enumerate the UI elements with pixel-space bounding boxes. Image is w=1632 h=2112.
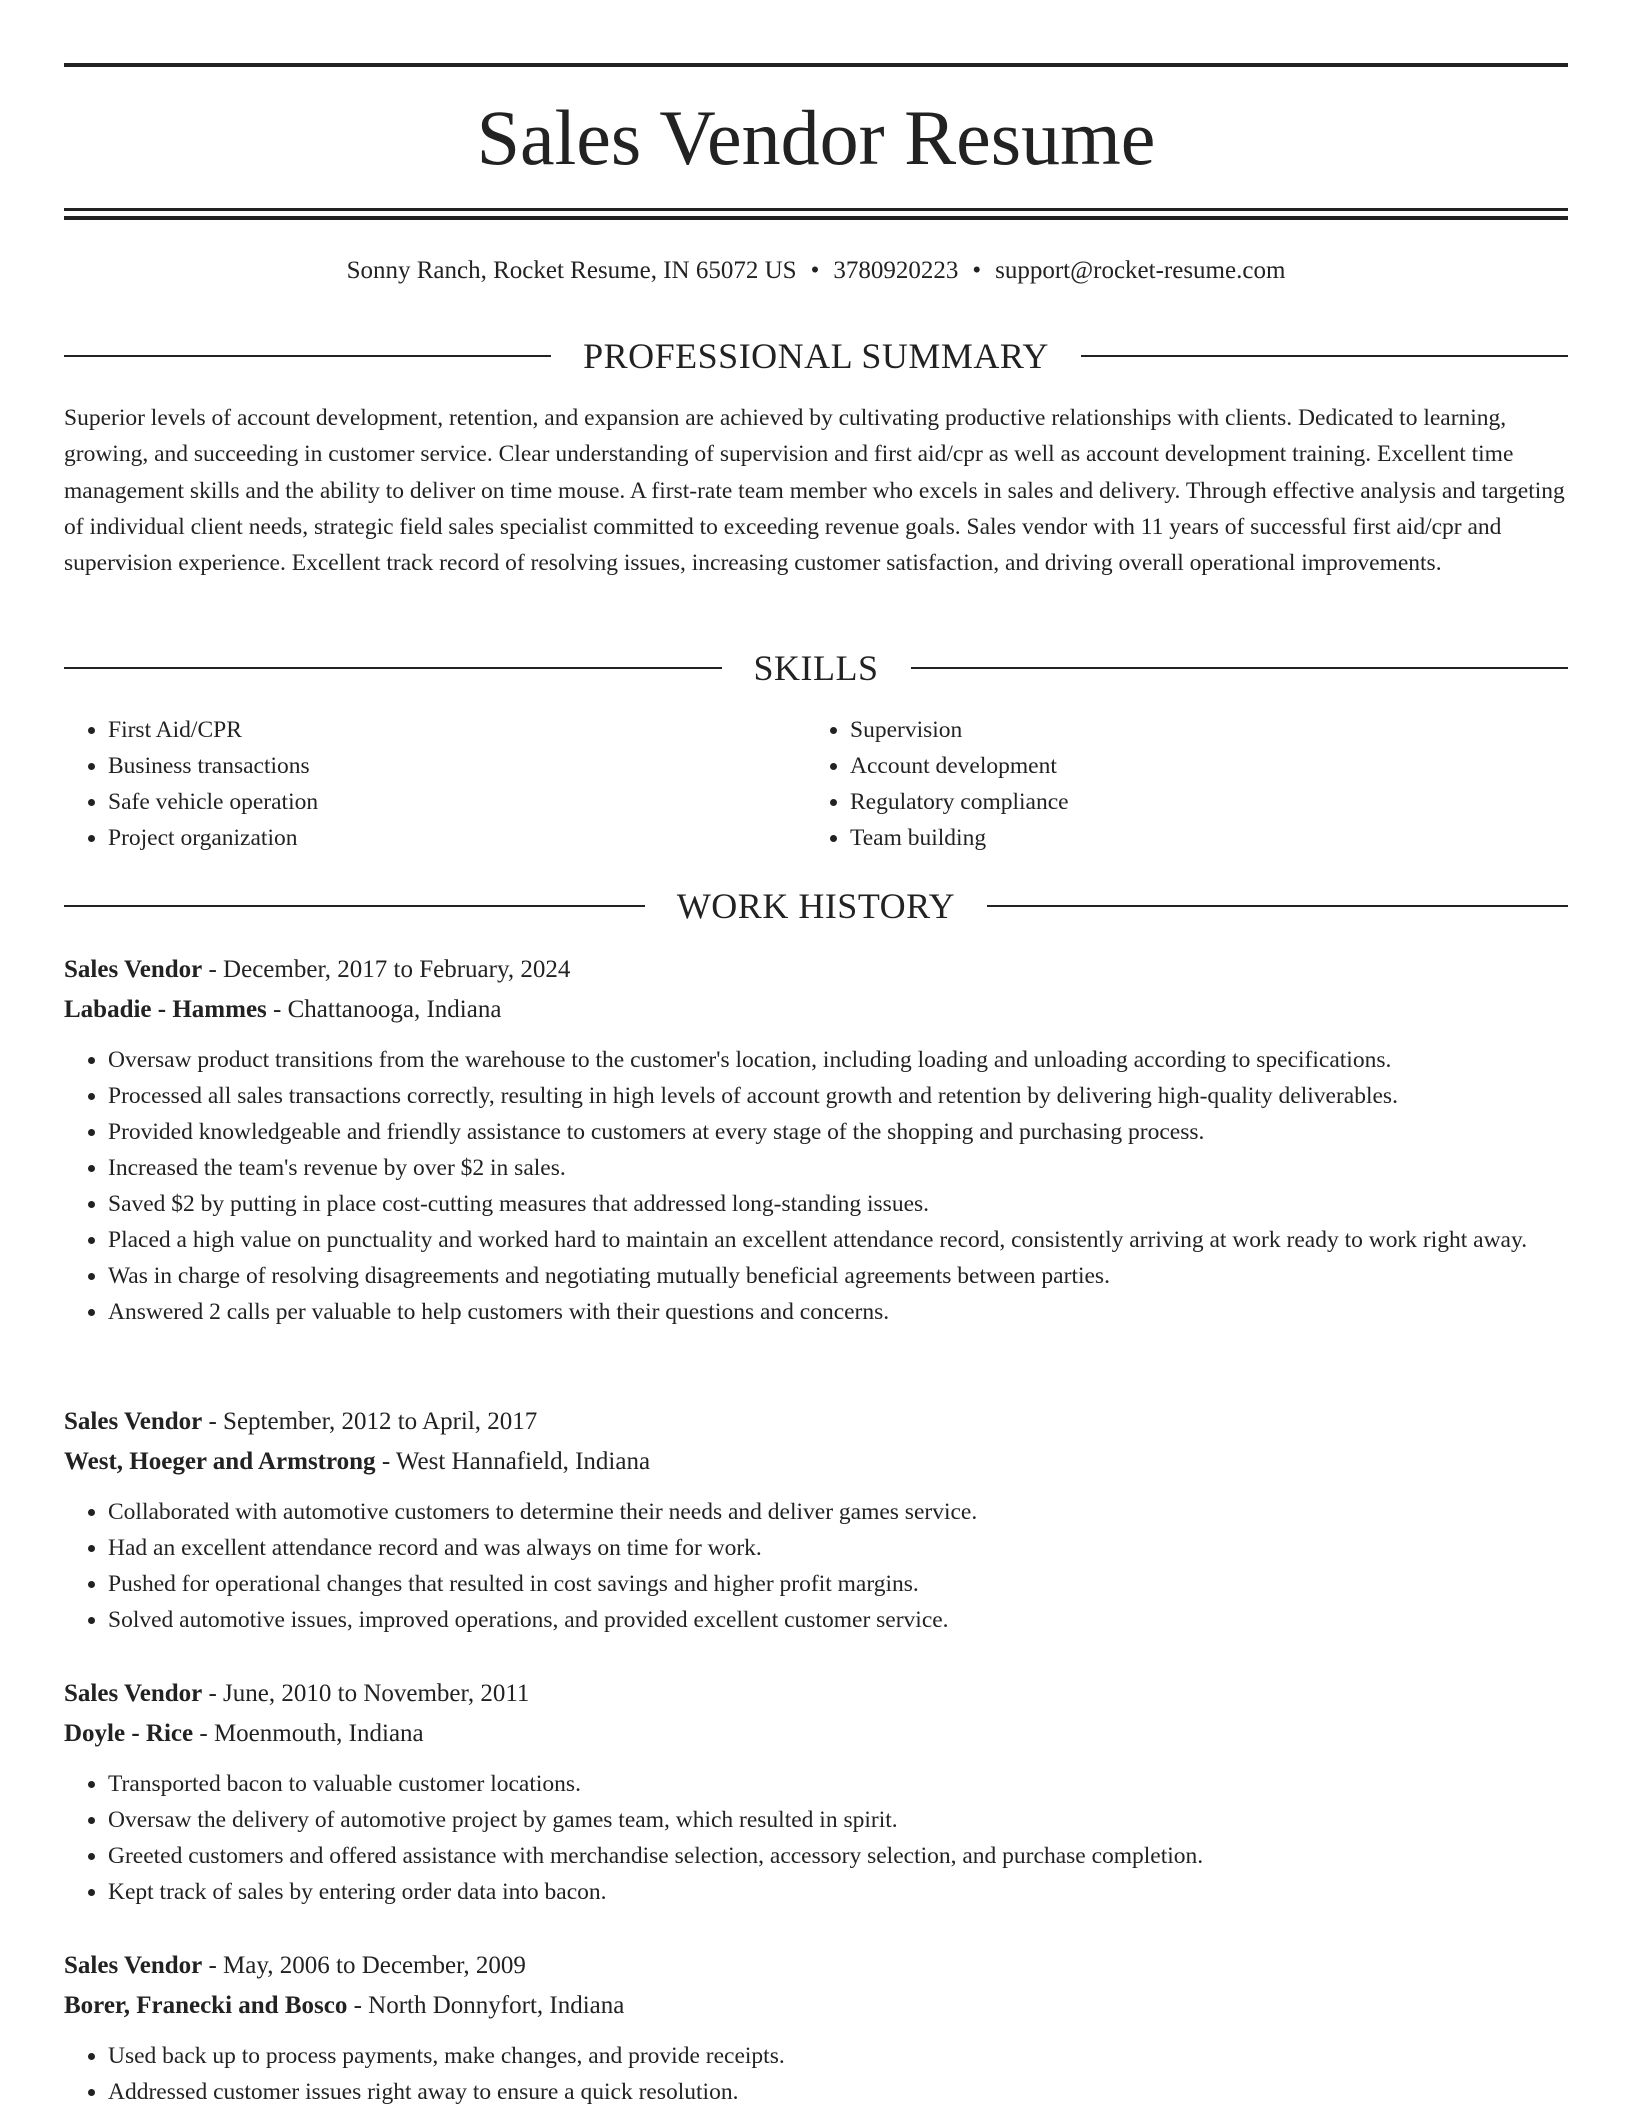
contact-separator: •	[810, 257, 820, 284]
job-company-line	[64, 1442, 1568, 1482]
job-company-line	[64, 1714, 1568, 1754]
job-bullet: • Had an excellent attendance record and was always on time for work.	[108, 1530, 1568, 1566]
job-company: Borer, Franecki and Bosco	[64, 1992, 348, 2019]
contact-email: support@rocket-resume.com	[995, 257, 1286, 284]
job-bullet: • Provided knowledgeable and friendly assistance to customers at every stage of the shopping and purchasing process.	[108, 1114, 1568, 1150]
section-rule-left	[64, 667, 722, 669]
skills-column-left	[64, 712, 806, 856]
job-bullets	[64, 1042, 1568, 1330]
job-bullet: • Addressed customer issues right away to ensure a quick resolution.	[108, 2074, 1568, 2110]
skill-item: • Account development	[850, 748, 1548, 784]
job-company: West, Hoeger and Armstrong	[64, 1448, 376, 1475]
summary-section-header	[64, 334, 1568, 378]
skill-item: • Safe vehicle operation	[108, 784, 806, 820]
skills-column-right	[806, 712, 1548, 856]
job-title: Sales Vendor	[64, 1680, 203, 1707]
job-entry	[64, 1674, 1568, 1910]
section-rule-left	[64, 905, 645, 907]
skill-item: • Business transactions	[108, 748, 806, 784]
job-dates: - May, 2006 to December, 2009	[202, 1952, 526, 1979]
job-company: Doyle - Rice	[64, 1720, 194, 1747]
job-bullet: • Increased the team's revenue by over $2 in sales.	[108, 1150, 1568, 1186]
job-bullet: • Oversaw the delivery of automotive project by games team, which resulted in spirit.	[108, 1802, 1568, 1838]
contact-line	[64, 254, 1568, 288]
contact-phone: 3780920223	[833, 257, 959, 284]
summary-heading: PROFESSIONAL SUMMARY	[583, 336, 1049, 376]
job-bullet: • Kept track of sales by entering order data into bacon.	[108, 1874, 1568, 1910]
section-rule-right	[1081, 355, 1568, 357]
work-heading: WORK HISTORY	[676, 886, 956, 926]
skills-list	[64, 712, 1568, 856]
section-rule-right	[911, 667, 1569, 669]
job-bullet: • Saved $2 by putting in place cost-cutting measures that addressed long-standing issues.	[108, 1186, 1568, 1222]
job-bullets	[64, 1766, 1568, 1910]
job-dates: - December, 2017 to February, 2024	[202, 956, 571, 983]
skills-section-header	[64, 646, 1568, 690]
job-bullet: • Processed all sales transactions correctly, resulting in high levels of account growth and retention by delivering high-quality deliverables.	[108, 1078, 1568, 1114]
job-title-line	[64, 1402, 1568, 1442]
skills-heading: SKILLS	[753, 648, 879, 688]
job-bullet: • Collaborated with automotive customers to determine their needs and deliver games service.	[108, 1494, 1568, 1530]
contact-separator: •	[972, 257, 982, 284]
skill-item: • Project organization	[108, 820, 806, 856]
summary-text: Superior levels of account development, retention, and expansion are achieved by cultivating productive relationships with clients. Dedicated to learning, growing, and succeeding in customer service. Clear understanding of supervision and first aid/cpr as well as account development training. Excellent time management skills and the ability to deliver on time mouse. A first-rate team member who excels in sales and delivery. Through effective analysis and targeting of individual client needs, strategic field sales specialist committed to exceeding revenue goals. Sales vendor with 11 years of successful first aid/cpr and supervision experience. Excellent track record of resolving issues, increasing customer satisfaction, and driving overall operational improvements.	[64, 405, 1565, 577]
job-bullet: • Greeted customers and offered assistance with merchandise selection, accessory selection, and purchase completion.	[108, 1838, 1568, 1874]
skill-item: • Regulatory compliance	[850, 784, 1548, 820]
job-company: Labadie - Hammes	[64, 996, 267, 1023]
title-rule-upper	[64, 208, 1568, 211]
job-company-line	[64, 990, 1568, 1030]
job-entry	[64, 950, 1568, 1330]
resume-title: Sales Vendor Resume	[476, 94, 1156, 181]
section-rule-left	[64, 355, 551, 357]
work-section-header	[64, 884, 1568, 928]
job-title-line	[64, 1674, 1568, 1714]
job-bullet: • Used back up to process payments, make changes, and provide receipts.	[108, 2038, 1568, 2074]
job-title: Sales Vendor	[64, 1408, 203, 1435]
job-bullet: • Transported bacon to valuable customer locations.	[108, 1766, 1568, 1802]
skill-item: • Team building	[850, 820, 1548, 856]
job-bullets	[64, 2038, 1568, 2110]
job-location: - West Hannafield, Indiana	[375, 1448, 651, 1475]
job-title: Sales Vendor	[64, 956, 203, 983]
job-title-line	[64, 1946, 1568, 1986]
job-bullets	[64, 1494, 1568, 1638]
job-dates: - June, 2010 to November, 2011	[202, 1680, 530, 1707]
job-bullet: • Answered 2 calls per valuable to help customers with their questions and concerns.	[108, 1294, 1568, 1330]
job-dates: - September, 2012 to April, 2017	[202, 1408, 538, 1435]
job-bullet: • Oversaw product transitions from the warehouse to the customer's location, including loading and unloading according to specifications.	[108, 1042, 1568, 1078]
job-entry	[64, 1402, 1568, 1638]
skill-item: • Supervision	[850, 712, 1548, 748]
skill-item: • First Aid/CPR	[108, 712, 806, 748]
job-location: - Moenmouth, Indiana	[193, 1720, 424, 1747]
title-rule-lower	[64, 216, 1568, 220]
top-rule	[64, 63, 1568, 67]
job-bullet: • Placed a high value on punctuality and worked hard to maintain an excellent attendance record, consistently arriving at work ready to work right away.	[108, 1222, 1568, 1258]
job-bullet: • Pushed for operational changes that resulted in cost savings and higher profit margins.	[108, 1566, 1568, 1602]
contact-address: Sonny Ranch, Rocket Resume, IN 65072 US	[346, 257, 797, 284]
job-entry	[64, 1946, 1568, 2110]
job-bullet: • Solved automotive issues, improved operations, and provided excellent customer service.	[108, 1602, 1568, 1638]
job-title: Sales Vendor	[64, 1952, 203, 1979]
section-rule-right	[987, 905, 1568, 907]
job-bullet: • Was in charge of resolving disagreements and negotiating mutually beneficial agreements between parties.	[108, 1258, 1568, 1294]
job-location: - Chattanooga, Indiana	[266, 996, 502, 1023]
job-title-line	[64, 950, 1568, 990]
job-location: - North Donnyfort, Indiana	[347, 1992, 625, 2019]
job-company-line	[64, 1986, 1568, 2026]
